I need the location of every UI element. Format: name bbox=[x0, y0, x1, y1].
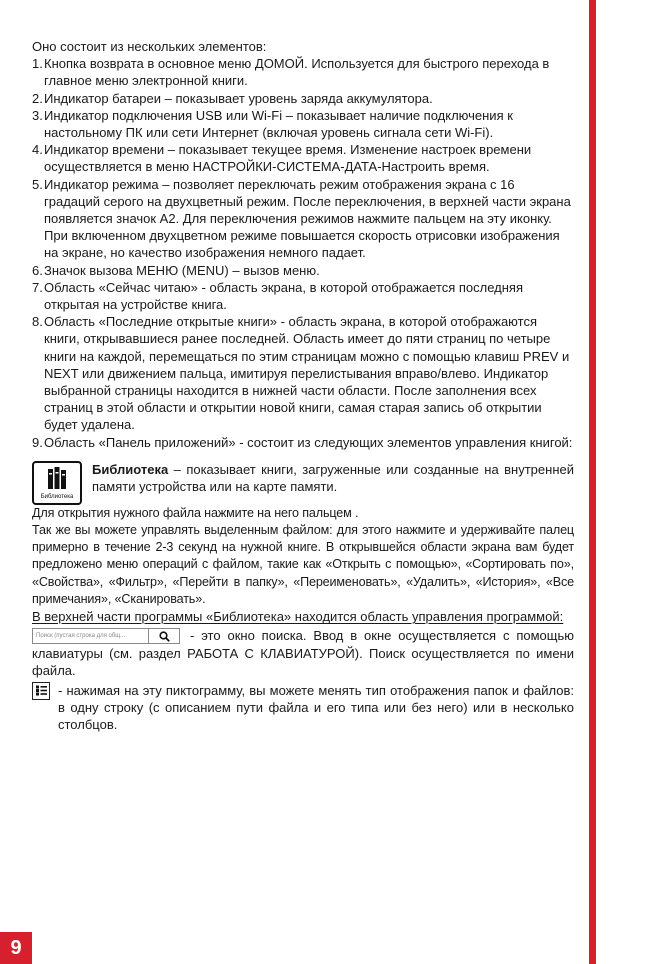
list-item-number: 5. bbox=[32, 176, 43, 192]
list-item-number: 9. bbox=[32, 434, 43, 450]
library-description bbox=[92, 461, 574, 495]
list-item bbox=[32, 434, 574, 451]
list-item-number: 1. bbox=[32, 56, 43, 72]
search-button[interactable] bbox=[148, 629, 179, 643]
library-description-text: – показывает книги, загруженные или созданные на внутренней памяти устройства или на карте памяти. bbox=[92, 461, 574, 495]
control-area-text: В верхней части программы «Библиотека» находится область управления программой: bbox=[32, 609, 564, 625]
list-item-text: Индикатор батареи – показывает уровень заряда аккумулятора. bbox=[44, 90, 433, 106]
list-item-text: Кнопка возврата в основное меню ДОМОЙ. Используется для быстрого перехода в главное меню электронной книги. bbox=[44, 56, 550, 89]
list-item-text: Значок вызова МЕНЮ (MENU) – вызов меню. bbox=[44, 262, 320, 278]
view-mode-row bbox=[32, 682, 574, 734]
list-item-number: 8. bbox=[32, 314, 43, 330]
search-icon bbox=[159, 631, 170, 642]
list-item-number: 3. bbox=[32, 107, 43, 123]
list-item-number: 7. bbox=[32, 279, 43, 295]
library-title: Библиотека bbox=[92, 461, 169, 477]
open-file-text: Для открытия нужного файла нажмите на него пальцем . bbox=[32, 505, 359, 520]
list-item-text: Область «Последние открытые книги» - область экрана, в которой отображаются книги, открывавшиеся ранее последней. Область имеет до пяти страниц по четыре книги на каждой, перемещаться по этим страницам можно с помощью клавиш PREV и NEXT или движением пальца, имитируя перелистывания вправо/влево. Индикатор выбранной страницы находится в нижней части области. После заполнения всех страниц в этой области и открытии новой книги, самая старая запись об открытии будет удалена. bbox=[44, 314, 570, 433]
manage-file-text: Так же вы можете управлять выделенным файлом: для этого нажмите и удерживайте палец примерно в течение 2-3 секунд на нужной книге. В открывшейся области экрана вам будет предложено меню операций с файлом, такие как «Открыть с помощью», «Сортировать по», «Свойства», «Фильтр», «Перейти в папку», «Переименовать», «Удалить», «История», «Все примечания», «Сканировать». bbox=[32, 523, 574, 606]
list-item-number: 4. bbox=[32, 142, 43, 158]
view-mode-description: - нажимая на эту пиктограмму, вы можете менять тип отображения папок и файлов: в одну строку (с описанием пути файла и его типа или без него) или в несколько столбцов. bbox=[58, 682, 574, 733]
elements-list bbox=[32, 55, 574, 451]
red-side-bar bbox=[589, 0, 596, 964]
list-item-text: Область «Сейчас читаю» - область экрана, в которой отображается последняя открытая на устройстве книга. bbox=[44, 279, 524, 313]
page-number: 9 bbox=[0, 932, 32, 964]
list-item-text: Индикатор режима – позволяет переключать режим отображения экрана с 16 градаций серого на двухцветный режим. После переключения, в верхней части экрана появляется значок А2. Для переключения режимов нажмите пальцем на эту иконку. При включенном двухцветном режиме повышается скорость отрисовки изображения на экране, но качество изображения немного падает. bbox=[44, 176, 571, 261]
list-item bbox=[32, 55, 574, 89]
list-item bbox=[32, 90, 574, 107]
list-item bbox=[32, 176, 574, 262]
library-icon-label: Библиотека bbox=[40, 493, 74, 500]
library-app-icon[interactable] bbox=[32, 461, 82, 505]
search-window[interactable] bbox=[32, 628, 180, 644]
page-content bbox=[32, 38, 574, 734]
list-item bbox=[32, 107, 574, 141]
search-description-text: - это окно поиска. Ввод в окне осуществляется с помощью клавиатуры (см. раздел РАБОТА С КЛАВИАТУРОЙ). Поиск осуществляется по имени файла. bbox=[32, 628, 574, 678]
list-item bbox=[32, 262, 574, 279]
list-item bbox=[32, 279, 574, 313]
intro-text: Оно состоит из нескольких элементов: bbox=[32, 39, 267, 54]
list-item-number: 2. bbox=[32, 90, 43, 106]
library-row bbox=[32, 461, 574, 505]
list-item-text: Область «Панель приложений» - состоит из следующих элементов управления книгой: bbox=[44, 434, 573, 450]
view-mode-button[interactable] bbox=[32, 682, 50, 700]
list-item bbox=[32, 141, 574, 175]
list-item-number: 6. bbox=[32, 262, 43, 278]
list-view-icon bbox=[36, 685, 47, 696]
list-item-text: Индикатор времени – показывает текущее время. Изменение настроек времени осуществляется в меню НАСТРОЙКИ-СИСТЕМА-ДАТА-Настроить время. bbox=[44, 142, 532, 175]
list-item bbox=[32, 313, 574, 433]
books-icon bbox=[48, 467, 66, 489]
list-item-text: Индикатор подключения USB или Wi-Fi – показывает наличие подключения к настольному ПК или сети Интернет (включая уровень сигнала сети Wi-Fi). bbox=[44, 107, 513, 141]
search-input[interactable]: Поиск (пустая строка для общ... bbox=[36, 633, 126, 640]
